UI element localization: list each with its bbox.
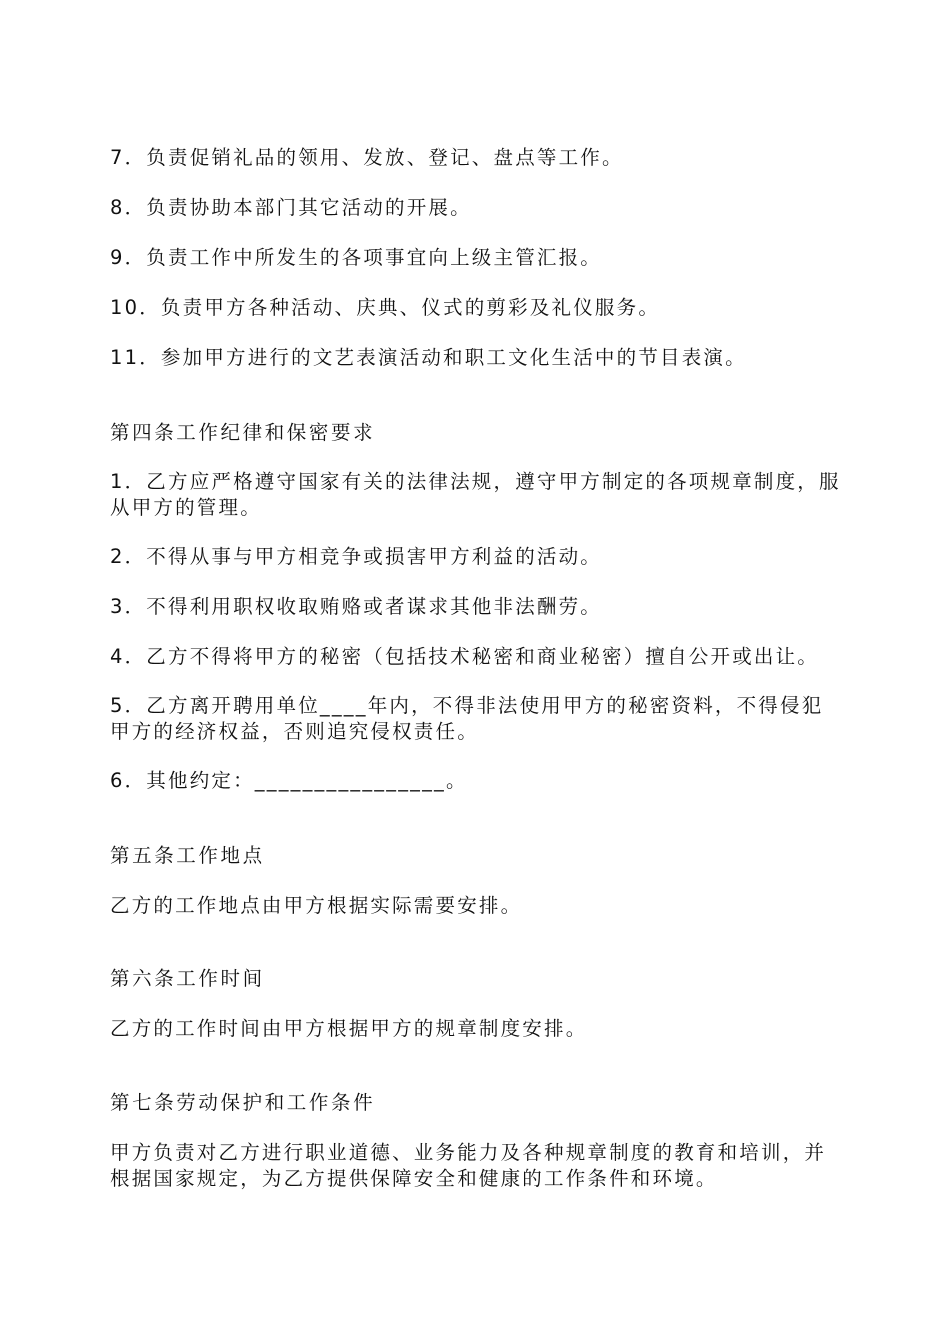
clause-item: 2．不得从事与甲方相竞争或损害甲方利益的活动。: [110, 545, 603, 568]
article-7-title: 第七条劳动保护和工作条件: [110, 1091, 376, 1114]
list-item: 9．负责工作中所发生的各项事宜向上级主管汇报。: [110, 246, 603, 269]
list-item: 7．负责促销礼品的领用、发放、登记、盘点等工作。: [110, 146, 624, 169]
clause-item: 5．乙方离开聘用单位____年内，不得非法使用甲方的秘密资料，不得侵犯甲方的经济权益，否则追究侵权责任。: [110, 694, 824, 743]
clause-item: 4．乙方不得将甲方的秘密（包括技术秘密和商业秘密）擅自公开或出让。: [110, 645, 820, 668]
article-6-text: 乙方的工作时间由甲方根据甲方的规章制度安排。: [110, 1017, 588, 1040]
article-5-text: 乙方的工作地点由甲方根据实际需要安排。: [110, 894, 523, 917]
article-5-title: 第五条工作地点: [110, 844, 265, 867]
article-6-title: 第六条工作时间: [110, 967, 265, 990]
list-item: 11．参加甲方进行的文艺表演活动和职工文化生活中的节目表演。: [110, 346, 747, 369]
clause-item: 1．乙方应严格遵守国家有关的法律法规，遵守甲方制定的各项规章制度，服从甲方的管理。: [110, 470, 841, 519]
list-item: 10．负责甲方各种活动、庆典、仪式的剪彩及礼仪服务。: [110, 296, 661, 319]
clause-item: 6．其他约定：________________。: [110, 769, 468, 792]
list-item: 8．负责协助本部门其它活动的开展。: [110, 196, 472, 219]
article-7-text: 甲方负责对乙方进行职业道德、业务能力及各种规章制度的教育和培训，并根据国家规定，为乙方提供保障安全和健康的工作条件和环境。: [110, 1141, 827, 1190]
clause-item: 3．不得利用职权收取贿赂或者谋求其他非法酬劳。: [110, 595, 603, 618]
article-4-title: 第四条工作纪律和保密要求: [110, 421, 376, 444]
